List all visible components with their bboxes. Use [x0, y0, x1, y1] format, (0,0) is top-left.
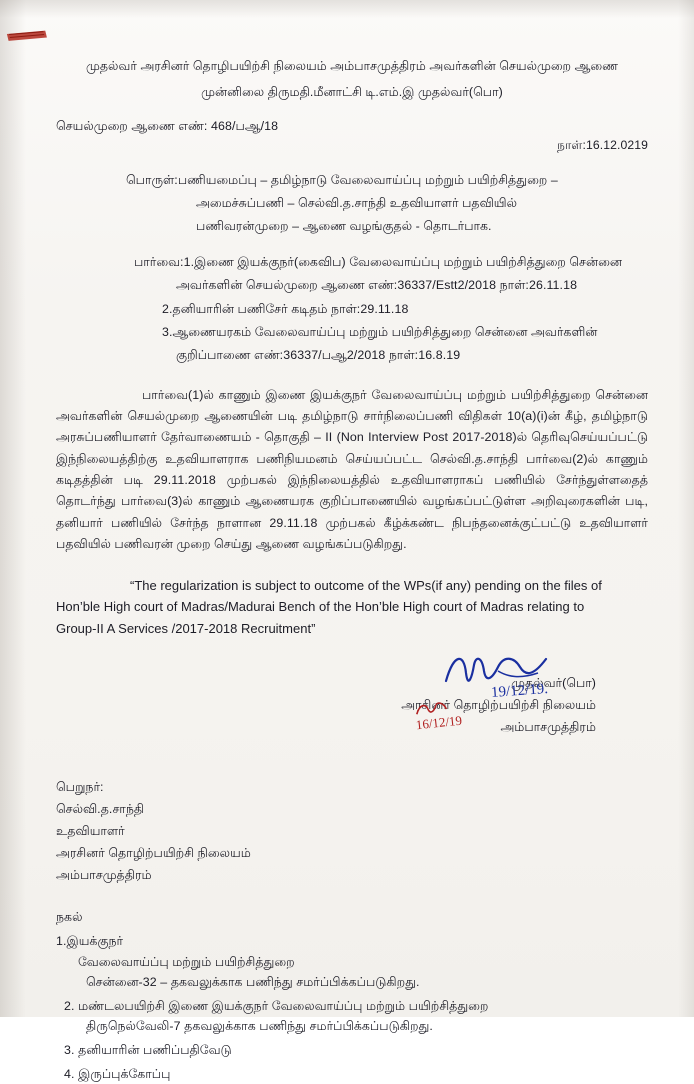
recipient-line-2: உதவியாளர் — [56, 824, 125, 839]
copy-item-number: 1. — [56, 934, 67, 949]
signature-block — [56, 673, 648, 737]
reference-line-1: பார்வை:1.இணை இயக்குநர்(கைவிப) வேலைவாய்ப்பு மற்றும் பயிற்சித்துறை சென்னை — [134, 255, 622, 270]
reference-line-4: 3.ஆணையரகம் வேலைவாய்ப்பு மற்றும் பயிற்சித்துறை சென்னை அவர்களின் — [162, 324, 598, 339]
copy-item-line-1: இயக்குநர் — [66, 934, 124, 949]
copy-item — [56, 931, 648, 991]
reference-line-2: அவர்களின் செயல்முறை ஆணை எண்:36337/Estt2/2018 நாள்:26.11.18 — [176, 278, 578, 293]
copy-item-line-3: சென்னை-32 – தகவலுக்காக பணிந்து சமர்ப்பிக்கப்படுகிறது. — [86, 974, 420, 989]
order-date: நாள்:16.12.0219 — [557, 138, 648, 153]
received-stamp — [414, 698, 463, 733]
recipient-line-1: செல்வி.த.சாந்தி — [56, 801, 145, 816]
reference-block — [56, 252, 648, 364]
signature-date: 19/12/19. — [490, 680, 549, 701]
copy-item-line-1: மண்டலபயிற்சி இணை இயக்குநர் வேலைவாய்ப்பு மற்றும் பயிற்சித்துறை — [78, 998, 489, 1013]
copy-item-line-1: தனியாரின் பணிப்பதிவேடு — [78, 1042, 232, 1057]
document-header-line-2: முன்னிலை திருமதி.மீனாட்சி டி.எம்.இ முதல்வர்(பொ) — [201, 85, 503, 100]
body-paragraph — [56, 385, 648, 556]
recipient-line-4: அம்பாசமுத்திரம் — [56, 868, 152, 883]
copy-item-line-2: திருநெல்வேலி-7 தகவலுக்காக பணிந்து சமர்ப்பிக்கப்படுகிறது. — [86, 1018, 433, 1033]
copy-item — [56, 1064, 648, 1084]
recipient-line-3: அரசினர் தொழிற்பயிற்சி நிலையம் — [56, 846, 251, 861]
subject-line-3: பணிவரன்முறை – ஆணை வழங்குதல் - தொடர்பாக. — [196, 219, 492, 234]
copy-item — [56, 996, 648, 1036]
subject-block — [56, 170, 648, 236]
quote-line-1: “The regularization is subject to outcome of the WPs(if any) pending on the files of — [130, 578, 602, 594]
quote-line-2: Hon’ble High court of Madras/Madurai Bench of the Hon’ble High court of Madras relating to — [56, 599, 585, 615]
subject-line-2: அமைச்சுப்பணி – செல்வி.த.சாந்தி உதவியாளர் பதவியில் — [196, 196, 517, 211]
document-header-line-1: முதல்வர் அரசினர் தொழிபயிற்சி நிலையம் அம்பாசமுத்திரம் அவர்களின் செயல்முறை ஆணை — [85, 59, 618, 73]
body-paragraph-text: பார்வை(1)ல் காணும் இணை இயக்குநர் வேலைவாய்ப்பு மற்றும் பயிற்சித்துறை சென்னை அவர்களின் செயல்முறை ஆணையின் படி தமிழ்நாடு சார்நிலைப்பணி விதிகள் 10(a)(i)ன் கீழ், தமிழ்நாடு அரசுப்பணியாளர் தேர்வாணையம் - தொகுதி – II (Non Interview Post 2017-2018)ல் தெரிவுசெய்யப்பட்டு இந்நிலையத்திற்கு உதவியாளராக பணிநியமனம் செய்யப்பட்ட செல்வி.த.சாந்தி பார்வை(2)ல் காணும் கடிதத்தின் படி 29.11.2018 முற்பகல் இந்நிலையத்தில் உதவியாளராகப் பணியில் சேர்ந்துள்ளதைத் தொடர்ந்து பார்வை(3)ல் காணும் ஆணையரக குறிப்பாணையில் வழங்கப்பட்டுள்ள அறிவுரைகளின் படி, தனியார் பணியில் சேர்ந்த நாளான 29.11.18 முற்பகல் கீழ்க்கண்ட நிபந்தனைக்குட்பட்டு உதவியாளர் பதவியில் பணிவரன் முறை செய்து ஆணை வழங்கப்படுகிறது. — [56, 387, 648, 552]
copy-item-number: 3. — [64, 1042, 75, 1057]
signature-title-2: அரசினர் தொழிற்பயிற்சி நிலையம் — [401, 697, 596, 712]
reference-line-5: குறிப்பாணை எண்:36337/பஆ2/2018 நாள்:16.8.19 — [176, 347, 461, 362]
subject-line-1: பொருள்:பணியமைப்பு – தமிழ்நாடு வேலைவாய்ப்பு மற்றும் பயிற்சித்துறை – — [126, 173, 558, 188]
recipient-block — [56, 777, 648, 885]
copy-to-label: நகல் — [56, 910, 83, 925]
copy-item-number: 2. — [64, 998, 75, 1013]
copy-item — [56, 1040, 648, 1060]
quote-line-3: Group-II A Services /2017-2018 Recruitment” — [56, 620, 316, 636]
copy-item-number: 4. — [64, 1066, 75, 1081]
reference-line-3: 2.தனியாரின் பணிசேர் கடிதம் நாள்:29.11.18 — [162, 301, 409, 316]
copy-item-line-1: இருப்புக்கோப்பு — [78, 1066, 171, 1081]
signature-title-1: முதல்வர்(பொ) — [511, 675, 596, 690]
order-number-row — [56, 116, 648, 136]
copy-to-block — [56, 907, 648, 1084]
recipient-label: பெறுநர்: — [56, 779, 104, 794]
copy-item-line-2: வேலைவாய்ப்பு மற்றும் பயிற்சித்துறை — [78, 954, 295, 969]
quote-block — [56, 575, 648, 638]
signature-title-3: அம்பாசமுத்திரம் — [500, 719, 596, 734]
received-stamp-date: 16/12/19 — [415, 712, 463, 733]
order-number: செயல்முறை ஆணை எண்: 468/பஆ/18 — [56, 119, 279, 134]
